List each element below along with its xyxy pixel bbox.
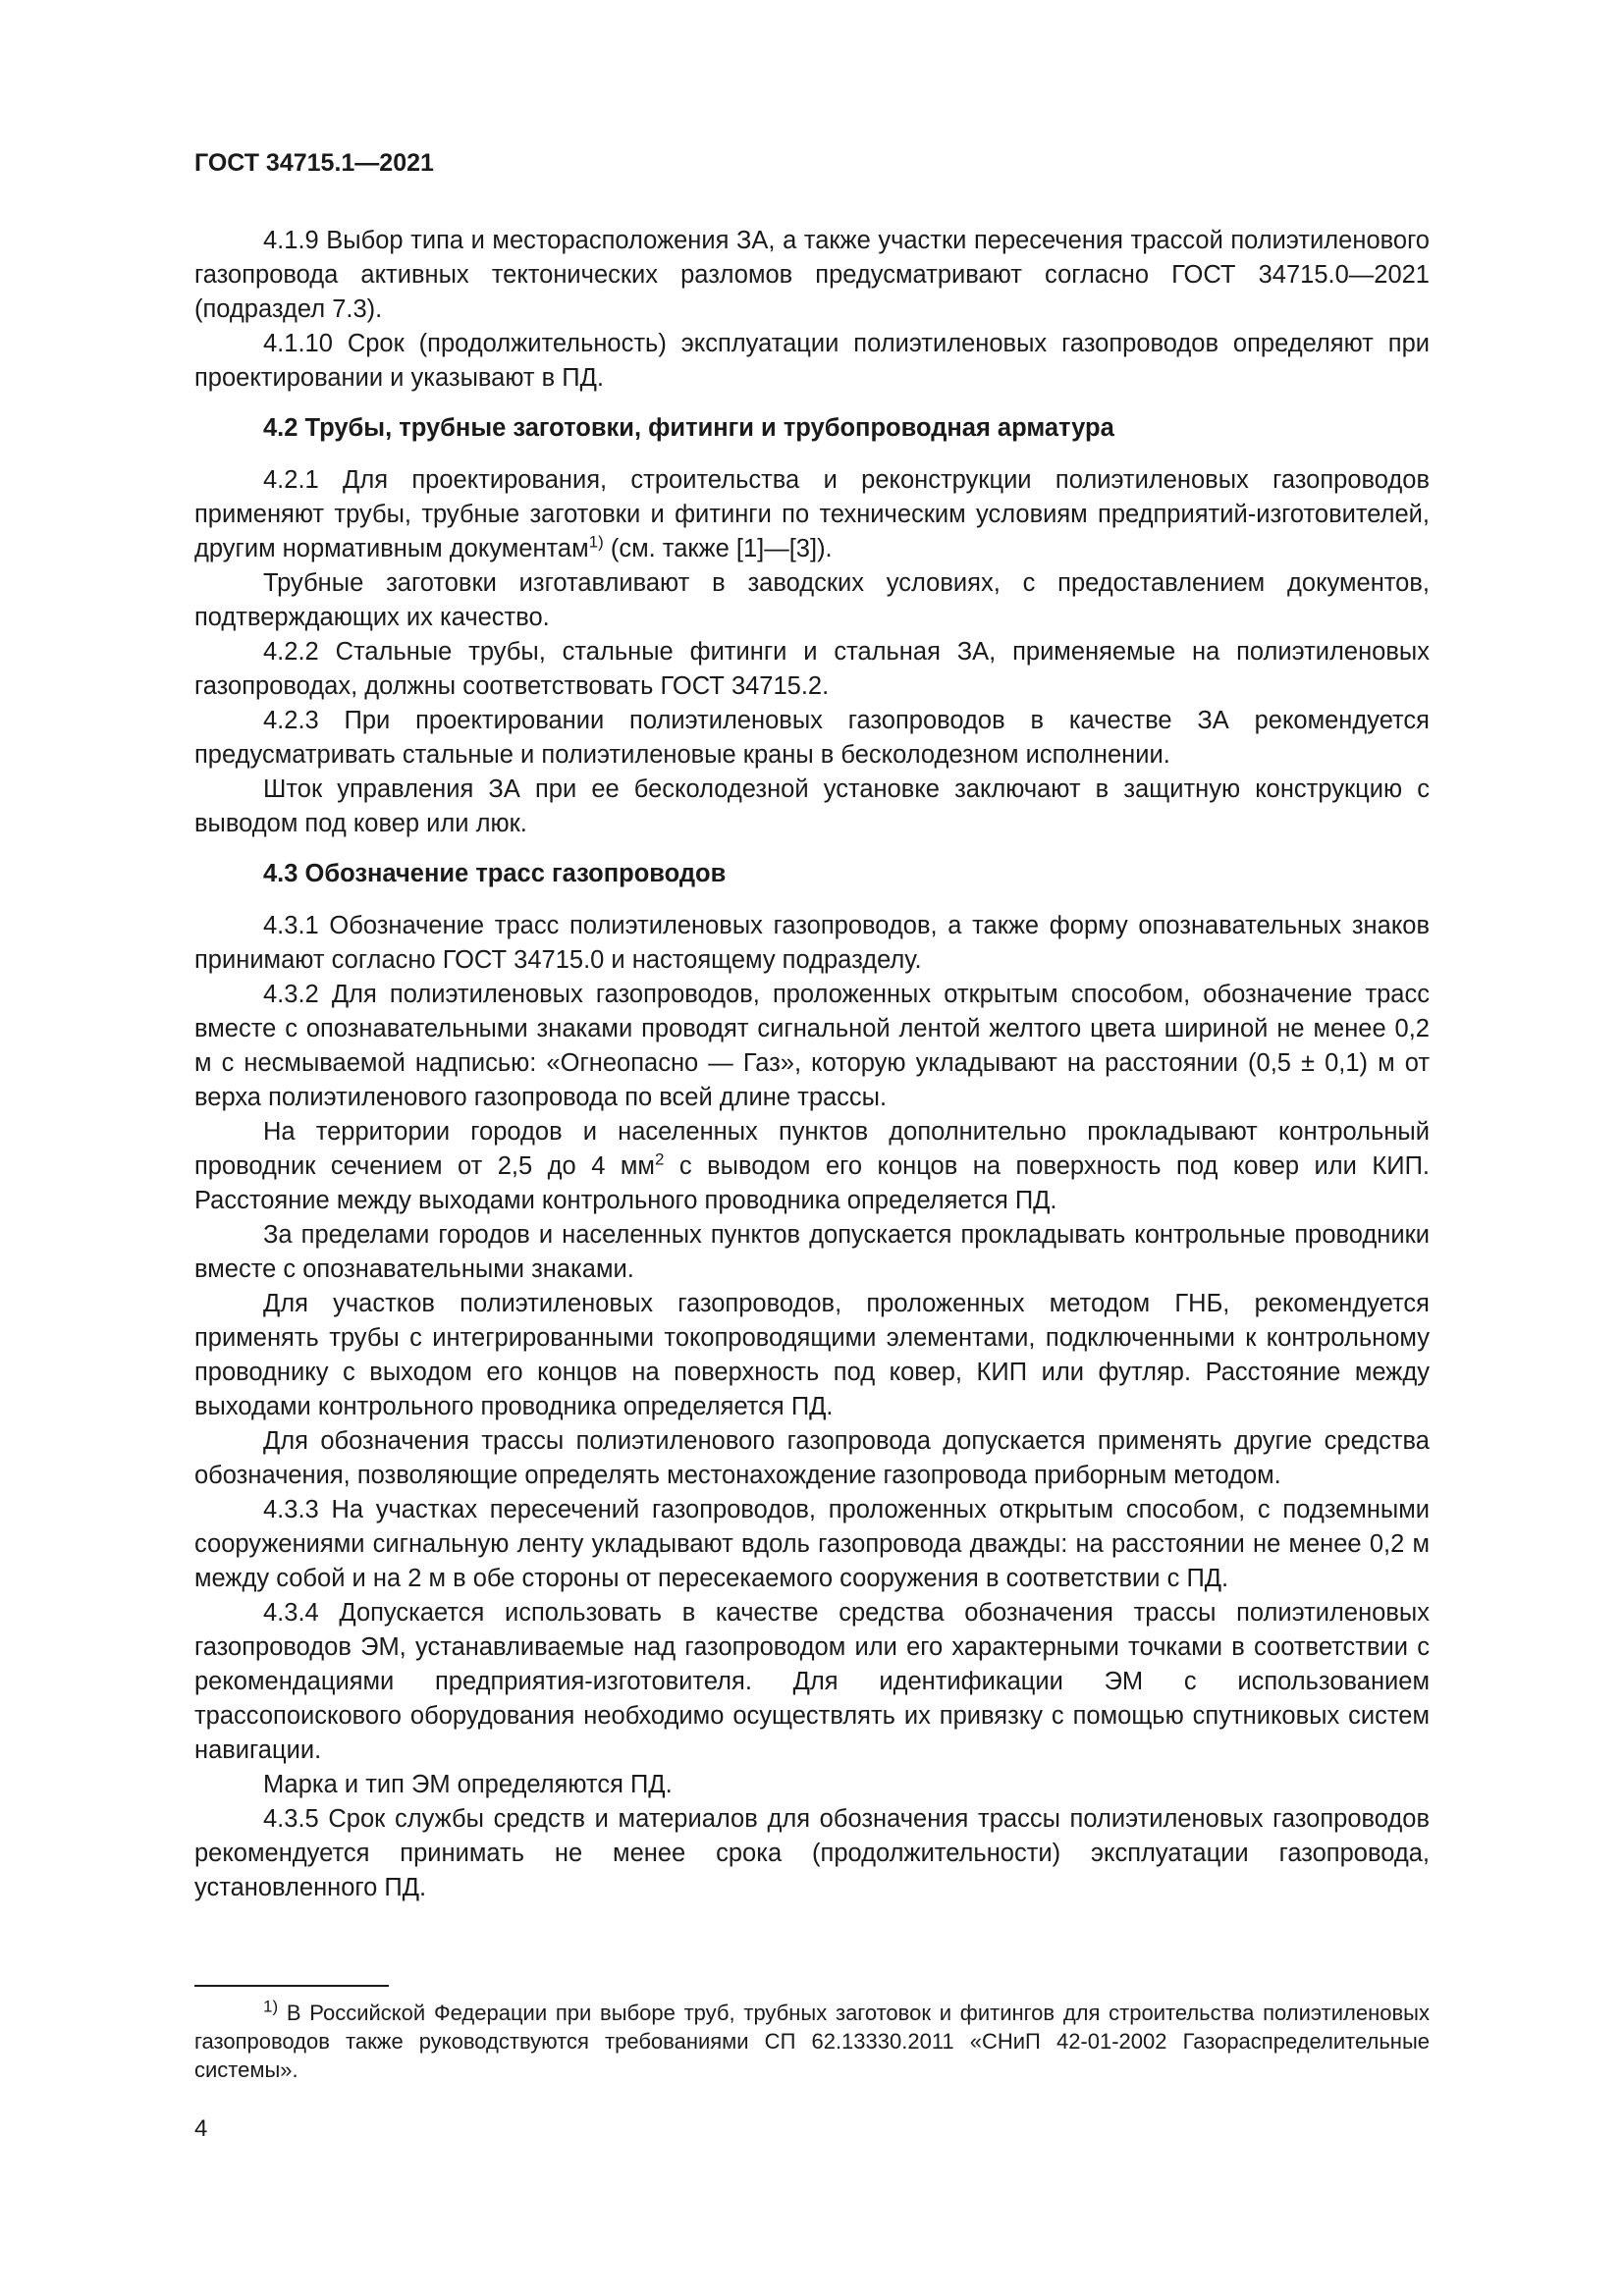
paragraph-text: На территории городов и населенных пунктов дополнительно прокладывают контрольный проводник сечением от 2,5 до 4 мм bbox=[194, 1118, 1430, 1180]
footnote-mark: 1) bbox=[263, 1997, 279, 2016]
page-number: 4 bbox=[194, 2115, 208, 2142]
document-body bbox=[194, 224, 1430, 1905]
document-code: ГОСТ 34715.1—2021 bbox=[194, 149, 434, 177]
paragraph-4-3-5: 4.3.5 Срок службы средств и материалов для обозначения трассы полиэтиленовых газопроводов рекомендуется принимать не менее срока (продолжительности) эксплуатации газопровода, установленного ПД. bbox=[194, 1805, 1430, 1901]
paragraph-4-1-9: 4.1.9 Выбор типа и месторасположения ЗА, а также участки пересечения трассой полиэтиленового газопровода активных тектонических разломов предусматривают согласно ГОСТ 34715.0—2021 (подраздел 7.3). bbox=[194, 227, 1430, 323]
paragraph-4-2-3: 4.2.3 При проектировании полиэтиленовых газопроводов в качестве ЗА рекомендуется предусматривать стальные и полиэтиленовые краны в бесколодезном исполнении. bbox=[194, 707, 1430, 769]
paragraph-4-2-3-cont: Шток управления ЗА при ее бесколодезной установке заключают в защитную конструкцию с выводом под ковер или люк. bbox=[194, 775, 1430, 837]
paragraph-text: 4.2.1 Для проектирования, строительства и реконструкции полиэтиленовых газопроводов применяют трубы, трубные заготовки и фитинги по техническим условиям предприятий-изготовителей, другим нормативным документам bbox=[194, 466, 1430, 562]
paragraph-4-3-2-cont2: За пределами городов и населенных пунктов допускается прокладывать контрольные проводники вместе с опознавательными знаками. bbox=[194, 1221, 1430, 1283]
section-heading-4-3: 4.3 Обозначение трасс газопроводов bbox=[263, 860, 727, 887]
paragraph-4-2-1-cont: Трубные заготовки изготавливают в заводских условиях, с предоставлением документов, подтверждающих их качество. bbox=[194, 569, 1430, 631]
paragraph-4-2-1 bbox=[194, 463, 1430, 566]
superscript: 2 bbox=[654, 1149, 665, 1169]
paragraph-4-1-10: 4.1.10 Срок (продолжительность) эксплуатации полиэтиленовых газопроводов определяют при проектировании и указывают в ПД. bbox=[194, 330, 1430, 392]
section-heading-4-2: 4.2 Трубы, трубные заготовки, фитинги и трубопроводная арматура bbox=[263, 414, 1114, 442]
paragraph-4-3-3: 4.3.3 На участках пересечений газопроводов, проложенных открытым способом, с подземными сооружениями сигнальную ленту укладывают вдоль газопровода дважды: на расстоянии не менее 0,2 м между собой и на 2 м в обе стороны от пересекаемого сооружения в соответствии с ПД. bbox=[194, 1496, 1430, 1592]
footnote-text: В Российской Федерации при выборе труб, трубных заготовок и фитингов для строительства полиэтиленовых газопроводов также руководствуются требованиями СП 62.13330.2011 «СНиП 42-01-2002 Газораспределительные системы». bbox=[194, 2001, 1430, 2082]
footnote-divider bbox=[194, 1985, 389, 1987]
paragraph-4-3-2-cont bbox=[194, 1115, 1430, 1218]
footnote bbox=[194, 1999, 1430, 2084]
paragraph-text: (см. также [1]—[3]). bbox=[603, 535, 833, 562]
paragraph-4-3-2: 4.3.2 Для полиэтиленовых газопроводов, проложенных открытым способом, обозначение трасс вместе с опознавательными знаками проводят сигнальной лентой желтого цвета шириной не менее 0,2 м с несмываемой надписью: «Огнеопасно — Газ», которую укладывают на расстоянии (0,5 ± 0,1) м от верха полиэтиленового газопровода по всей длине трассы. bbox=[194, 981, 1430, 1111]
paragraph-4-2-2: 4.2.2 Стальные трубы, стальные фитинги и стальная ЗА, применяемые на полиэтиленовых газопроводах, должны соответствовать ГОСТ 34715.2. bbox=[194, 638, 1430, 700]
paragraph-text: с выводом его концов на поверхность под ковер или КИП. Расстояние между выходами контрольного проводника определяется ПД. bbox=[194, 1152, 1430, 1214]
paragraph-4-3-4: 4.3.4 Допускается использовать в качестве средства обозначения трассы полиэтиленовых газопроводов ЭМ, устанавливаемые над газопроводом или его характерными точками в соответствии с рекомендациями предприятия-изготовителя. Для идентификации ЭМ с использованием трассопоискового оборудования необходимо осуществлять их привязку с помощью спутниковых систем навигации. bbox=[194, 1599, 1430, 1764]
paragraph-4-3-2-cont3: Для участков полиэтиленовых газопроводов, проложенных методом ГНБ, рекомендуется применять трубы с интегрированными токопроводящими элементами, подключенными к контрольному проводнику с выходом его концов на поверхность под ковер, КИП или футляр. Расстояние между выходами контрольного проводника определяется ПД. bbox=[194, 1290, 1430, 1420]
paragraph-4-3-2-cont4: Для обозначения трассы полиэтиленового газопровода допускается применять другие средства обозначения, позволяющие определять местонахождение газопровода приборным методом. bbox=[194, 1427, 1430, 1489]
footnote-ref: 1) bbox=[588, 532, 604, 552]
paragraph-4-3-4-cont: Марка и тип ЭМ определяются ПД. bbox=[263, 1771, 673, 1798]
paragraph-4-3-1: 4.3.1 Обозначение трасс полиэтиленовых газопроводов, а также форму опознавательных знаков принимают согласно ГОСТ 34715.0 и настоящему подразделу. bbox=[194, 912, 1430, 974]
